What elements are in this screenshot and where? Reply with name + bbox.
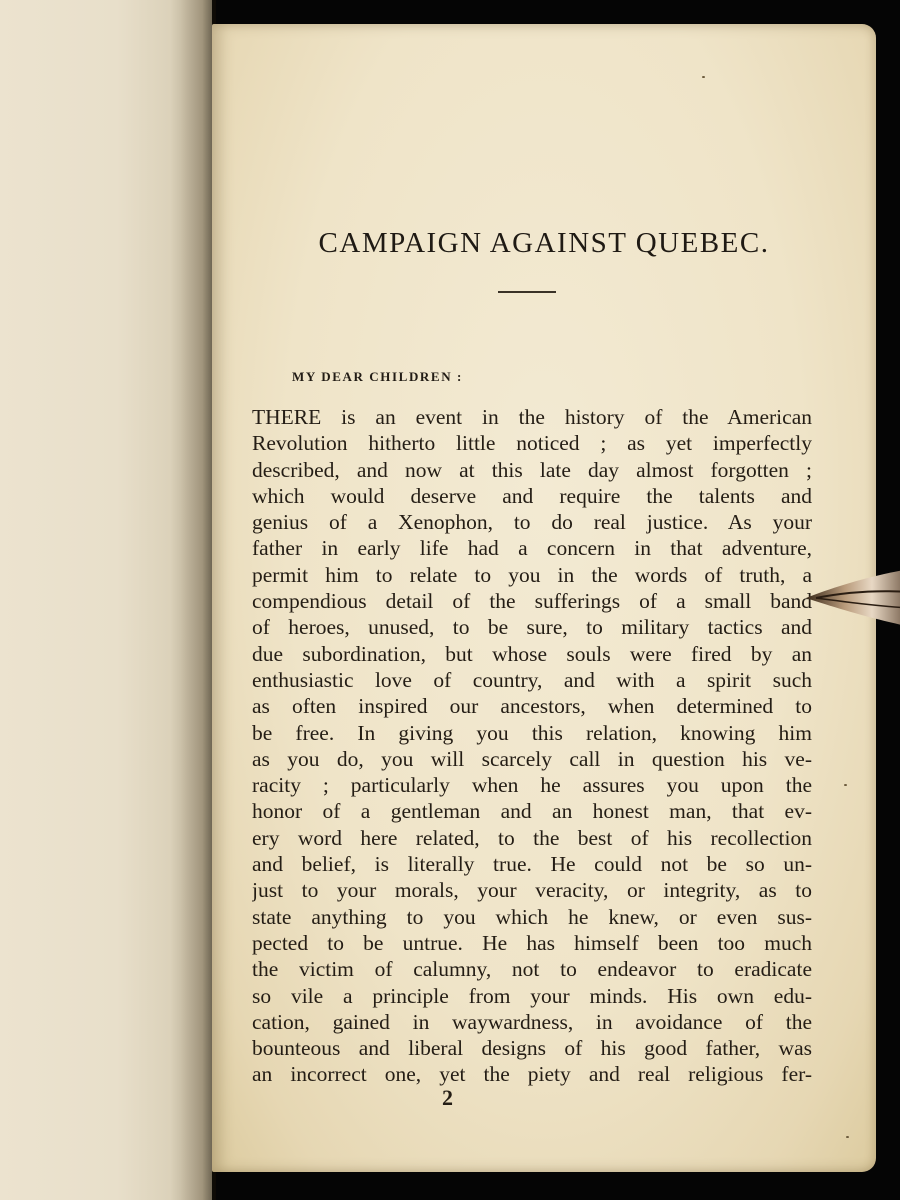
text-line: ery word here related, to the best of his recollection [252, 825, 812, 850]
text-line: the victim of calumny, not to endeavor to eradicate [252, 957, 812, 982]
body-text [252, 404, 812, 1088]
text-line: so vile a principle from your minds. His own edu- [252, 983, 812, 1008]
text-line: genius of a Xenophon, to do real justice. As your [252, 510, 812, 535]
text-line: enthusiastic love of country, and with a spirit such [252, 667, 812, 692]
text-line: father in early life had a concern in that adventure, [252, 536, 812, 561]
paper-speck [702, 76, 705, 78]
text-line: racity ; particularly when he assures you upon the [252, 773, 812, 798]
page-number: 2 [442, 1085, 453, 1110]
text-line: THERE is an event in the history of the American [252, 405, 812, 429]
text-line: just to your morals, your veracity, or integrity, as to [252, 878, 812, 903]
text-line: Revolution hitherto little noticed ; as yet imperfectly [252, 431, 812, 456]
text-line: permit him to relate to you in the words of truth, a [252, 562, 812, 587]
salutation: MY DEAR CHILDREN : [292, 369, 463, 384]
text-line: and belief, is literally true. He could not be so un- [252, 852, 812, 877]
paper-speck [846, 1136, 849, 1138]
page-marker-icon [806, 568, 900, 628]
text-line: bounteous and liberal designs of his good father, was [252, 1036, 812, 1061]
text-line: compendious detail of the sufferings of a small band [252, 589, 812, 614]
book-page [212, 24, 876, 1172]
text-line: be free. In giving you this relation, knowing him [252, 720, 812, 745]
text-line: an incorrect one, yet the piety and real religious fer- [252, 1062, 812, 1087]
text-line: cation, gained in waywardness, in avoidance of the [252, 1009, 812, 1034]
text-line: which would deserve and require the talents and [252, 483, 812, 508]
text-line: of heroes, unused, to be sure, to military tactics and [252, 615, 812, 640]
text-line: honor of a gentleman and an honest man, that ev- [252, 799, 812, 824]
text-line: pected to be untrue. He has himself been too much [252, 930, 812, 955]
paper-speck [844, 784, 847, 786]
text-line: state anything to you which he knew, or even sus- [252, 904, 812, 929]
text-line: due subordination, but whose souls were fired by an [252, 641, 812, 666]
gutter-shadow [170, 0, 216, 1200]
text-line: described, and now at this late day almost forgotten ; [252, 457, 812, 482]
text-line: as often inspired our ancestors, when determined to [252, 694, 812, 719]
chapter-title: CAMPAIGN AGAINST QUEBEC. [318, 227, 770, 259]
title-rule [498, 291, 556, 293]
text-line: as you do, you will scarcely call in question his ve- [252, 746, 812, 771]
